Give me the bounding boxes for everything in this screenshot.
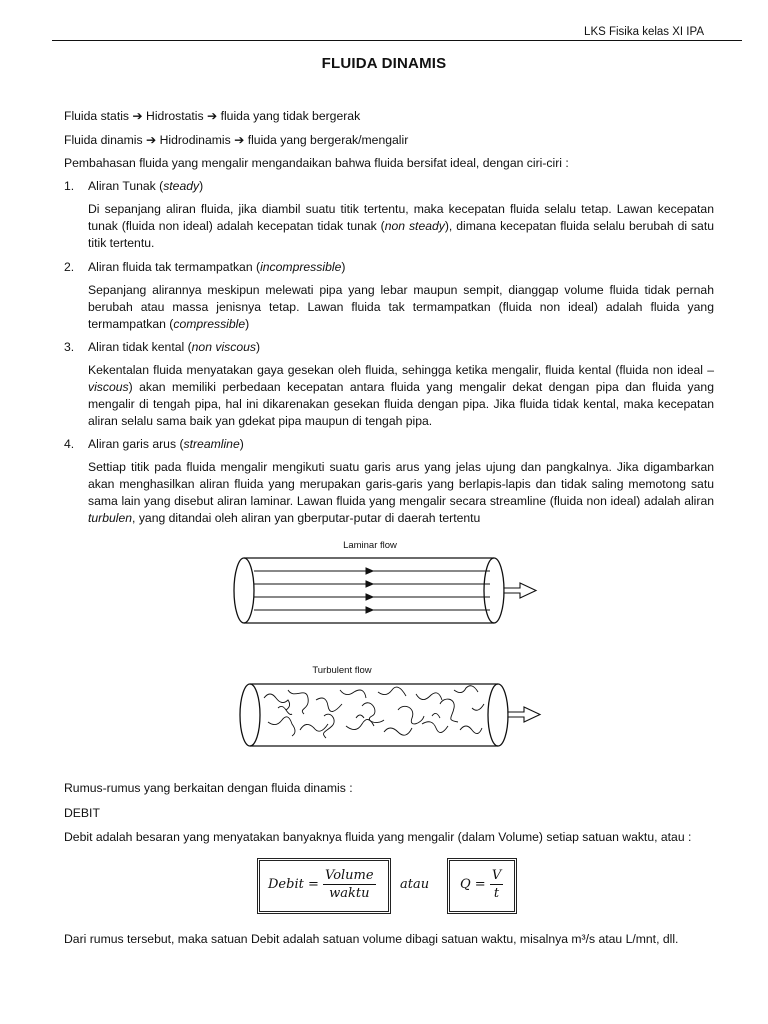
intro-line-dynamic [64,132,714,149]
intro-dynamic-mid: Hidrodinamis [156,133,235,147]
intro-line-static [64,108,714,125]
item-body-italic: compressible [173,317,246,331]
intro-ideal-fluid: Pembahasan fluida yang mengalir mengandaikan bahwa fluida bersifat ideal, dengan ciri-ciri : [64,156,569,170]
item-title-end: ) [199,179,204,193]
intro-static-term: Fluida statis [64,109,133,123]
item-body-text: Settiap titik pada fluida mengalir mengikuti suatu garis arus yang jelas ujung dan pangkalnya. Jika digambarkan akan menghasilkan aliran fluida yang merupakan garis-garis yang berlapis-lapis dan tidak saling memotong satu sama lain yang disebut aliran laminar. Lawan fluida yang mengalir secara streamline (fluida non ideal) adalah aliran [88,460,714,508]
q-formula [460,868,503,901]
item-title [88,437,244,451]
item-number: 4. [64,437,75,451]
item-body-italic: turbulen [88,511,133,525]
q-formula-denominator: t [493,886,500,901]
q-formula-numerator: V [491,868,502,883]
intro-dynamic-term: Fluida dinamis [64,133,146,147]
item-title-italic: steady [163,179,200,193]
item-body-italic: viscous [88,380,129,394]
debit-unit-note: Dari rumus tersebut, maka satuan Debit adalah satuan volume dibagi satuan waktu, misalnya m³/s atau L/mnt, dll. [64,932,679,946]
debit-formula-numerator: Volume [325,868,374,883]
flow-direction-arrow-icon [508,707,540,722]
debit-formula-lhs: Debit = [268,877,319,892]
item-body-text-end: , yang ditandai oleh aliran yan gberputar-putar di daerah tertentu [132,511,481,525]
item-title-text: Aliran tidak kental ( [88,340,192,354]
item-title-text: Aliran Tunak ( [88,179,164,193]
formula-or-text: atau [400,877,430,892]
intro-dynamic-desc: fluida yang bergerak/mengalir [244,133,409,147]
arrow-right-icon: ➔ [234,133,245,147]
laminar-streamlines [254,568,490,613]
item-body-text-end: ), dimana kecepatan fluida selalu berubah di satu titik tertentu. [88,219,714,250]
turbulent-flow-figure [228,660,558,763]
arrow-right-icon: ➔ [206,109,218,123]
formulas-intro: Rumus-rumus yang berkaitan dengan fluida dinamis : [64,781,353,795]
turbulent-flow-label: Turbulent flow [312,665,372,676]
laminar-flow-diagram [228,534,558,639]
q-formula-lhs: Q = [460,877,486,892]
q-formula-fraction [490,868,503,901]
item-body-text-end: ) akan memiliki perbedaan kecepatan antara fluida yang mengalir dekat dengan pipa dan fluida yang mengalir di tengah pipa, hal ini dikarenakan gesekan fluida dengan pipa. Jika fluida tidak kental, maka kecepatan aliran selalu sama baik yan gdekat pipa maupun di tengah pipa. [88,380,714,428]
item-title-end: ) [256,340,261,354]
item-title [88,340,260,354]
debit-heading: DEBIT [64,806,100,820]
header-divider [52,40,742,41]
item-body-text: Sepanjang alirannya meskipun melewati pipa yang lebar maupun sempit, dianggap volume fluida tidak pernah berubah atau massa jenisnya tetap. Lawan fluida tak termampatkan (fluida non ideal) adalah fluida yang termampatkan ( [88,283,714,331]
item-body-text-end: ) [245,317,250,331]
debit-formula [268,868,376,901]
laminar-flow-figure [228,534,558,642]
laminar-flow-label: Laminar flow [343,540,397,551]
page-title: FLUIDA DINAMIS [321,55,447,72]
laminar-pipe [234,558,504,623]
flow-direction-arrow-icon [504,583,536,598]
item-body [88,362,714,430]
item-number: 2. [64,260,75,274]
item-body-italic: non steady [384,219,445,233]
item-title [88,260,345,274]
item-title-text: Aliran fluida tak termampatkan ( [88,260,261,274]
document-header: LKS Fisika kelas XI IPA [584,26,704,38]
item-number: 3. [64,340,75,354]
debit-formula-box [257,858,391,914]
item-title-italic: incompressible [260,260,342,274]
item-number: 1. [64,179,75,193]
turbulent-flow-diagram [228,660,558,760]
intro-static-mid: Hidrostatis [142,109,207,123]
item-body-text: Kekentalan fluida menyatakan gaya gesekan oleh fluida, sehingga ketika mengalir, fluida kental (fluida non ideal – [88,363,714,377]
turbulent-eddies [264,686,484,738]
intro-static-desc: fluida yang tidak bergerak [217,109,361,123]
arrow-right-icon: ➔ [132,109,143,123]
item-body-text: Di sepanjang aliran fluida, jika diambil suatu titik tertentu, maka kecepatan fluida selalu tetap. Lawan kecepatan tunak (fluida non ideal) adalah kecepatan tidak tunak ( [88,202,714,233]
item-body [88,201,714,252]
item-title [88,179,203,193]
debit-formula-fraction [323,868,376,901]
item-title-italic: streamline [183,437,240,451]
item-body [88,459,714,527]
debit-definition: Debit adalah besaran yang menyatakan banyaknya fluida yang mengalir (dalam Volume) setiap satuan waktu, atau : [64,830,692,844]
q-formula-box [447,858,517,914]
debit-formula-denominator: waktu [329,886,370,901]
item-title-italic: non viscous [191,340,257,354]
item-body [88,282,714,333]
item-title-end: ) [239,437,244,451]
item-title-text: Aliran garis arus ( [88,437,184,451]
item-title-end: ) [341,260,346,274]
arrow-right-icon: ➔ [145,133,157,147]
